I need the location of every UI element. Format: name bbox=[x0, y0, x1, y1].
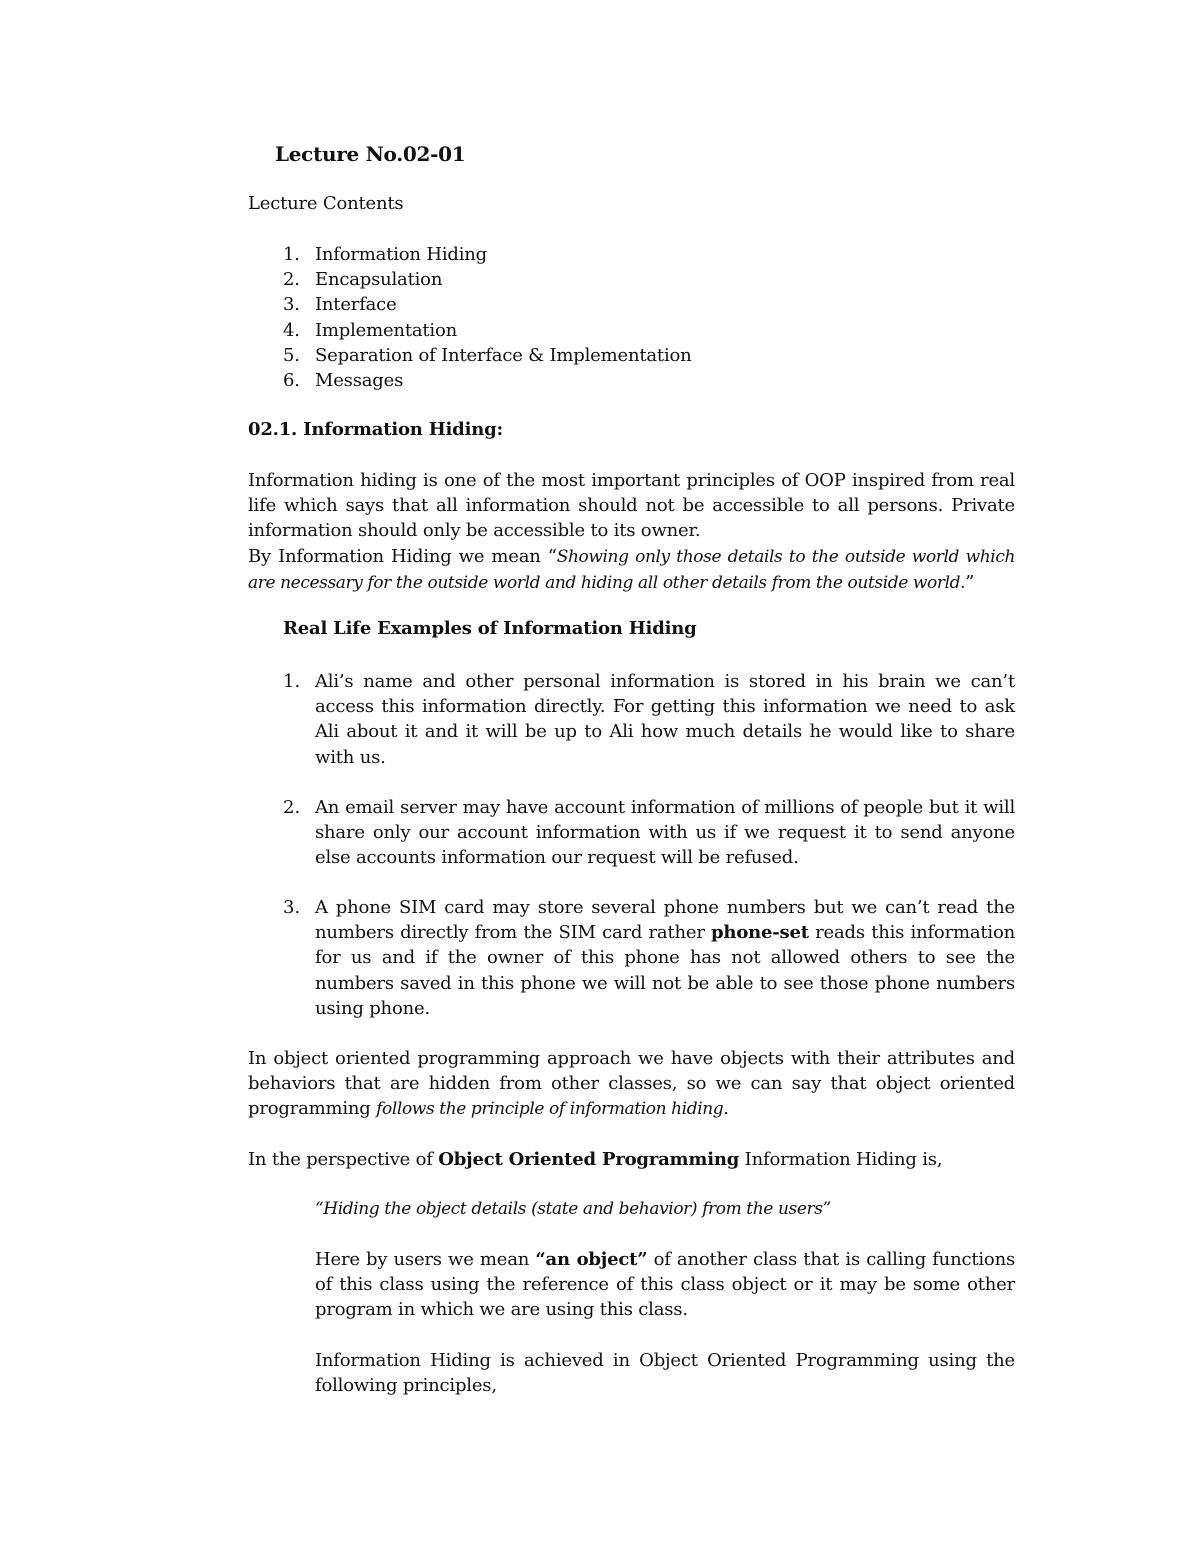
example-text: A phone SIM card may store several phone numbers but we can’t read the numbers directly from the SIM card rather phone-set reads this information for us and if the owner of this phone has not allowed others to see the numbers saved in this phone we will not be able to see those phone numbers using phone. bbox=[315, 897, 1015, 1019]
contents-item: 1. Information Hiding bbox=[283, 244, 487, 265]
definition-lead: By Information Hiding we mean “ bbox=[248, 545, 557, 567]
oop-italic-phrase: follows the principle of information hiding bbox=[376, 1099, 724, 1120]
emphasis-oop: Object Oriented Programming bbox=[438, 1149, 740, 1170]
achieved-paragraph: Information Hiding is achieved in Object Oriented Programming using the following principles, bbox=[315, 1350, 1015, 1397]
example-text: An email server may have account information of millions of people but it will share only our account information with us if we request it to send anyone else accounts information our request will be refused. bbox=[315, 797, 1015, 869]
example-item bbox=[248, 669, 1015, 779]
contents-label: Lecture Contents bbox=[248, 193, 404, 214]
example-number: 2. bbox=[283, 797, 301, 818]
perspective-line: In the perspective of Object Oriented Programming Information Hiding is, bbox=[248, 1149, 943, 1170]
contents-item: 6. Messages bbox=[283, 369, 404, 391]
example-number: 1. bbox=[283, 671, 301, 692]
example-item bbox=[248, 895, 1015, 1025]
example-number: 3. bbox=[283, 897, 301, 918]
users-paragraph: Here by users we mean “an object” of another class that is calling functions of this class using the reference of this class object or it may be some other program in which we are using this class. bbox=[315, 1249, 1016, 1321]
example-item bbox=[248, 795, 1015, 875]
contents-list bbox=[283, 242, 692, 393]
contents-item: 3. Interface bbox=[283, 294, 397, 316]
contents-item: 4. Implementation bbox=[283, 319, 458, 341]
definition-quote: Showing only those details to the outside world which are necessary for the outside world and hiding all other details from the outside world. bbox=[248, 546, 1015, 593]
emphasis-an-object: “an object” bbox=[535, 1249, 648, 1270]
examples-heading: Real Life Examples of Information Hiding bbox=[283, 618, 697, 639]
intro-paragraph: Information hiding is one of the most important principles of OOP inspired from real life which says that all information should not be accessible to all persons. Private information should only be accessible to its owner. By Information Hiding we mean “Showing only those details to the outside world which are necessary for the outside world and hiding all other details from the outside world.” bbox=[248, 470, 1015, 593]
oop-paragraph: In object oriented programming approach we have objects with their attributes and behaviors that are hidden from other classes, so we can say that object oriented programming follows the principle of information hiding. bbox=[248, 1048, 1015, 1120]
page-title: Lecture No.02-01 bbox=[275, 142, 466, 166]
contents-item: 5. Separation of Interface & Implementation bbox=[283, 344, 692, 366]
emphasis-phone-set: phone-set bbox=[711, 922, 809, 944]
contents-item: 2. Encapsulation bbox=[283, 269, 443, 291]
example-text: Ali’s name and other personal information is stored in his brain we can’t access this information directly. For getting this information we need to ask Ali about it and it will be up to Ali how much details he would like to share with us. bbox=[315, 671, 1015, 768]
quote-definition: “Hiding the object details (state and behavior) from the users” bbox=[315, 1199, 831, 1219]
section-heading: 02.1. Information Hiding: bbox=[248, 419, 503, 440]
